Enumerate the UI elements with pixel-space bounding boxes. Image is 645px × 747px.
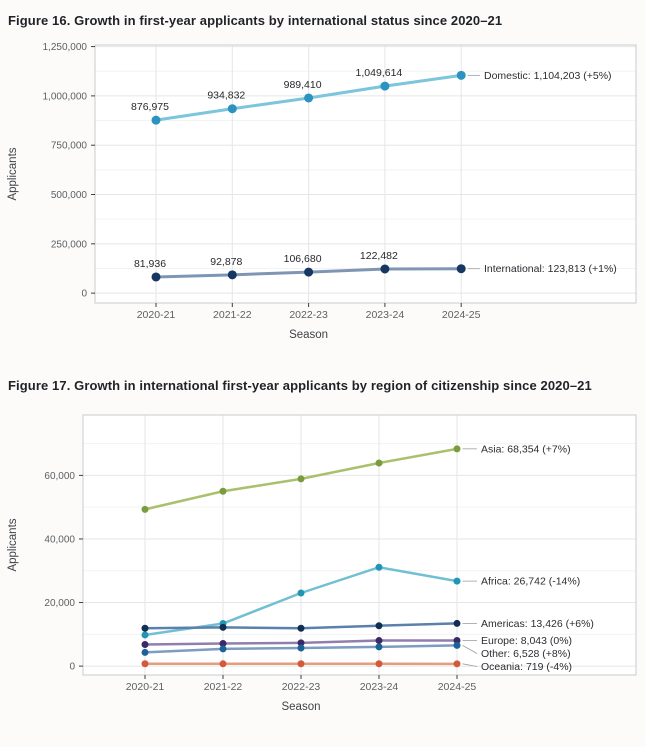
y-tick-label: 20,000 — [44, 598, 75, 610]
x-tick-label: 2023-24 — [365, 309, 405, 321]
domestic-point-label: 989,410 — [283, 78, 322, 91]
x-tick-label: 2024-25 — [437, 681, 477, 693]
oceania-point — [298, 660, 305, 667]
americas-point — [454, 620, 461, 627]
americas-end-label: Americas: 13,426 (+6%) — [481, 617, 594, 630]
figure-16-title: Figure 16. Growth in first-year applicants by international status since 2020–21 — [8, 13, 503, 28]
x-tick-label: 2022-23 — [281, 681, 321, 693]
asia-point — [454, 445, 461, 452]
oceania-end-label: Oceania: 719 (-4%) — [481, 661, 573, 674]
x-tick-label: 2022-23 — [289, 309, 328, 321]
domestic-point — [152, 116, 161, 125]
domestic-point — [457, 71, 466, 80]
y-axis-title: Applicants — [7, 147, 19, 201]
international-point — [304, 268, 313, 277]
x-tick-label: 2020-21 — [136, 309, 176, 321]
other-point — [454, 642, 461, 649]
oceania-point — [220, 660, 227, 667]
asia-point — [376, 459, 383, 466]
figure-17 — [0, 375, 645, 727]
americas-point — [298, 625, 305, 632]
americas-point — [142, 625, 149, 632]
international-point — [457, 264, 466, 273]
international-point-label: 106,680 — [283, 253, 322, 266]
x-tick-label: 2020-21 — [125, 681, 165, 693]
y-tick-label: 250,000 — [50, 239, 87, 251]
x-tick-label: 2024-25 — [441, 309, 481, 321]
y-axis-title: Applicants — [7, 518, 19, 572]
y-tick-label: 0 — [81, 288, 87, 300]
asia-end-label: Asia: 68,354 (+7%) — [481, 443, 571, 456]
other-point — [142, 649, 149, 656]
international-end-label: International: 123,813 (+1%) — [484, 263, 617, 276]
asia-point — [142, 506, 149, 513]
international-point-label: 81,936 — [133, 257, 167, 270]
asia-point — [298, 475, 305, 482]
x-tick-label: 2023-24 — [359, 681, 399, 693]
other-point — [220, 645, 227, 652]
europe-point — [142, 641, 149, 648]
domestic-point — [380, 82, 389, 91]
y-tick-label: 40,000 — [44, 534, 75, 546]
domestic-point — [304, 93, 313, 102]
africa-point — [376, 564, 383, 571]
domestic-point-label: 1,049,614 — [355, 67, 403, 80]
domestic-point — [228, 104, 237, 113]
x-axis-title: Season — [289, 329, 329, 341]
europe-point — [376, 637, 383, 644]
europe-end-label: Europe: 8,043 (0%) — [481, 635, 573, 648]
x-axis-title: Season — [281, 701, 321, 713]
americas-point — [376, 622, 383, 629]
domestic-end-label: Domestic: 1,104,203 (+5%) — [484, 69, 612, 82]
domestic-point-label: 876,975 — [131, 101, 169, 114]
x-tick-label: 2021-22 — [213, 309, 252, 321]
y-tick-label: 500,000 — [50, 190, 87, 202]
africa-point — [298, 589, 305, 596]
x-tick-label: 2021-22 — [203, 681, 243, 693]
figure-17-title: Figure 17. Growth in international first-year applicants by region of citizenship since 2020–21 — [8, 378, 592, 393]
y-tick-label: 1,250,000 — [42, 42, 87, 54]
americas-point — [220, 624, 227, 631]
oceania-point — [376, 660, 383, 667]
international-point-label: 122,482 — [359, 249, 398, 262]
international-point — [228, 270, 237, 279]
oceania-point — [454, 660, 461, 667]
other-end-label: Other: 6,528 (+8%) — [481, 648, 571, 661]
international-point-label: 92,878 — [210, 255, 243, 268]
africa-point — [142, 631, 149, 638]
figure-16 — [0, 0, 645, 356]
y-tick-label: 0 — [69, 661, 75, 673]
africa-point — [454, 578, 461, 585]
international-point — [152, 272, 161, 281]
figure-16-chart — [0, 31, 645, 356]
asia-point — [220, 488, 227, 495]
other-point — [376, 643, 383, 650]
africa-end-label: Africa: 26,742 (-14%) — [481, 575, 581, 588]
figure-17-chart — [0, 396, 645, 727]
y-tick-label: 1,000,000 — [42, 91, 87, 103]
oceania-point — [142, 660, 149, 667]
domestic-point-label: 934,832 — [207, 89, 246, 102]
international-point — [380, 264, 389, 273]
y-tick-label: 750,000 — [50, 140, 87, 152]
y-tick-label: 60,000 — [44, 470, 75, 482]
other-point — [298, 644, 305, 651]
